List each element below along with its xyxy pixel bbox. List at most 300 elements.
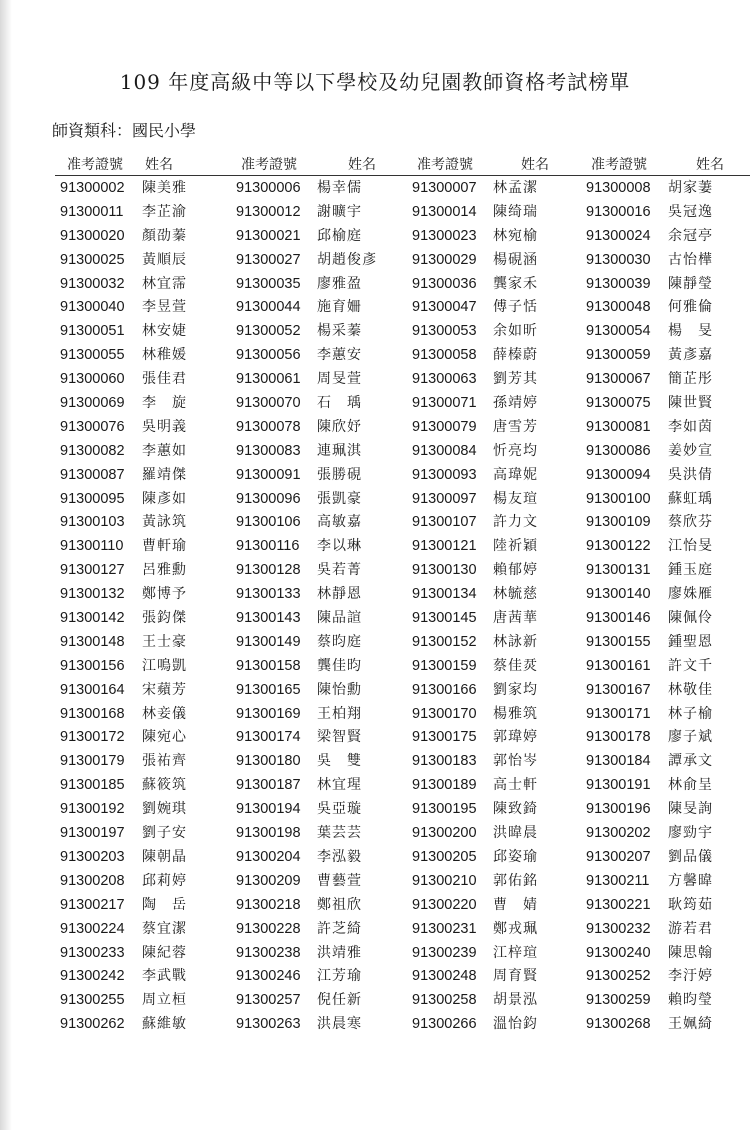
- exam-id: 91300220: [412, 896, 477, 913]
- exam-id: 91300029: [412, 251, 477, 268]
- exam-id: 91300014: [412, 203, 477, 220]
- candidate-name: 李 旋: [142, 395, 187, 412]
- candidate-name: 李以琳: [317, 538, 362, 555]
- candidate-name: 許力文: [493, 514, 538, 531]
- candidate-name: 李芷渝: [142, 203, 187, 220]
- exam-id: 91300079: [412, 418, 477, 435]
- exam-id: 91300048: [586, 299, 651, 316]
- table-row: [0, 608, 750, 632]
- candidate-name: 胡景泓: [493, 992, 538, 1009]
- candidate-name: 吳若菁: [317, 562, 362, 579]
- exam-id: 91300207: [586, 848, 651, 865]
- candidate-name: 陳紀蓉: [142, 944, 187, 961]
- candidate-name: 陶 岳: [142, 896, 187, 913]
- table-row: [0, 943, 750, 967]
- table-row: [0, 393, 750, 417]
- candidate-name: 薛榛蔚: [493, 347, 538, 364]
- exam-id: 91300036: [412, 275, 477, 292]
- exam-id: 91300016: [586, 203, 651, 220]
- candidate-name: 鍾玉庭: [668, 562, 713, 579]
- candidate-name: 洪暐晨: [493, 825, 538, 842]
- candidate-name: 李如茵: [668, 418, 713, 435]
- candidate-name: 呂雅勳: [142, 562, 187, 579]
- exam-id: 91300185: [60, 777, 125, 794]
- exam-id: 91300180: [236, 753, 301, 770]
- candidate-name: 曹藝萱: [317, 872, 362, 889]
- candidate-name: 吳明義: [142, 418, 187, 435]
- table-row: [0, 202, 750, 226]
- table-row: [0, 345, 750, 369]
- table-row: [0, 775, 750, 799]
- exam-id: 91300071: [412, 395, 477, 412]
- exam-id: 91300030: [586, 251, 651, 268]
- exam-id: 91300078: [236, 418, 301, 435]
- exam-id: 91300172: [60, 729, 125, 746]
- exam-id: 91300128: [236, 562, 301, 579]
- exam-id: 91300020: [60, 227, 125, 244]
- exam-id: 91300127: [60, 562, 125, 579]
- exam-id: 91300035: [236, 275, 301, 292]
- exam-id: 91300067: [586, 371, 651, 388]
- candidate-name: 簡芷彤: [668, 371, 713, 388]
- header-divider: [55, 175, 750, 176]
- candidate-name: 劉家均: [493, 681, 538, 698]
- exam-id: 91300145: [412, 610, 477, 627]
- candidate-name: 江梓瑄: [493, 944, 538, 961]
- exam-id: 91300133: [236, 586, 301, 603]
- candidate-name: 唐茜華: [493, 610, 538, 627]
- exam-id: 91300158: [236, 657, 301, 674]
- candidate-name: 黃彥嘉: [668, 347, 713, 364]
- exam-id: 91300006: [236, 180, 301, 196]
- candidate-name: 賴昀瑩: [668, 992, 713, 1009]
- exam-id: 91300238: [236, 944, 301, 961]
- exam-id: 91300255: [60, 992, 125, 1009]
- candidate-name: 陳旻詢: [668, 801, 713, 818]
- exam-id: 91300217: [60, 896, 125, 913]
- exam-id: 91300164: [60, 681, 125, 698]
- candidate-name: 陳怡勳: [317, 681, 362, 698]
- candidate-name: 李蕙如: [142, 442, 187, 459]
- candidate-name: 陳致錡: [493, 801, 538, 818]
- candidate-name: 江芳瑜: [317, 968, 362, 985]
- candidate-name: 周旻萱: [317, 371, 362, 388]
- candidate-name: 邱莉婷: [142, 872, 187, 889]
- exam-id: 91300130: [412, 562, 477, 579]
- exam-id: 91300097: [412, 490, 477, 507]
- exam-id: 91300122: [586, 538, 651, 555]
- candidate-name: 顏劭蓁: [142, 227, 187, 244]
- exam-id: 91300100: [586, 490, 651, 507]
- candidate-name: 羅靖傑: [142, 466, 187, 483]
- candidate-name: 施育姍: [317, 299, 362, 316]
- table-row: [0, 871, 750, 895]
- exam-id: 91300202: [586, 825, 651, 842]
- candidate-name: 張祐齊: [142, 753, 187, 770]
- candidate-name: 林宜瑆: [317, 777, 362, 794]
- exam-id: 91300169: [236, 705, 301, 722]
- candidate-name: 林稚媛: [142, 347, 187, 364]
- candidate-name: 鄭祖欣: [317, 896, 362, 913]
- candidate-name: 蘇筱筑: [142, 777, 187, 794]
- exam-id: 91300134: [412, 586, 477, 603]
- results-list: [0, 178, 750, 1038]
- candidate-name: 唐雪芳: [493, 418, 538, 435]
- candidate-name: 李蕙安: [317, 347, 362, 364]
- exam-id: 91300143: [236, 610, 301, 627]
- teacher-category-label: 師資類科：國民小學: [52, 121, 197, 140]
- candidate-name: 蔡宜潔: [142, 920, 187, 937]
- exam-id: 91300110: [60, 538, 124, 555]
- candidate-name: 曹軒瑜: [142, 538, 187, 555]
- exam-id: 91300167: [586, 681, 651, 698]
- header-exam-id: 准考證號: [241, 157, 297, 173]
- exam-id: 91300191: [586, 777, 651, 794]
- candidate-name: 林安婕: [142, 323, 187, 340]
- candidate-name: 楊雅筑: [493, 705, 538, 722]
- exam-id: 91300095: [60, 490, 125, 507]
- candidate-name: 洪晨寒: [317, 1016, 362, 1033]
- exam-id: 91300248: [412, 968, 477, 985]
- candidate-name: 耿筠茹: [668, 896, 713, 913]
- candidate-name: 周立桓: [142, 992, 187, 1009]
- exam-id: 91300221: [586, 896, 651, 913]
- table-row: [0, 847, 750, 871]
- exam-id: 91300170: [412, 705, 477, 722]
- exam-id: 91300178: [586, 729, 651, 746]
- exam-id: 91300109: [586, 514, 651, 531]
- exam-id: 91300142: [60, 610, 125, 627]
- candidate-name: 陳美雅: [142, 180, 187, 196]
- candidate-name: 周育賢: [493, 968, 538, 985]
- candidate-name: 吳亞璇: [317, 801, 362, 818]
- exam-id: 91300239: [412, 944, 477, 961]
- exam-id: 91300166: [412, 681, 477, 698]
- candidate-name: 林子榆: [668, 705, 713, 722]
- candidate-name: 王士豪: [142, 633, 187, 650]
- candidate-name: 吳冠逸: [668, 203, 713, 220]
- exam-id: 91300149: [236, 633, 301, 650]
- exam-id: 91300131: [586, 562, 651, 579]
- candidate-name: 梁智賢: [317, 729, 362, 746]
- exam-id: 91300059: [586, 347, 651, 364]
- exam-id: 91300093: [412, 466, 477, 483]
- candidate-name: 楊友瑄: [493, 490, 538, 507]
- exam-id: 91300063: [412, 371, 477, 388]
- exam-id: 91300116: [236, 538, 300, 555]
- candidate-name: 郭怡岑: [493, 753, 538, 770]
- exam-id: 91300023: [412, 227, 477, 244]
- exam-id: 91300058: [412, 347, 477, 364]
- table-row: [0, 990, 750, 1014]
- table-row: [0, 632, 750, 656]
- exam-id: 91300075: [586, 395, 651, 412]
- exam-id: 91300025: [60, 251, 125, 268]
- exam-id: 91300096: [236, 490, 301, 507]
- exam-id: 91300027: [236, 251, 301, 268]
- header-exam-id: 准考證號: [591, 157, 647, 173]
- exam-id: 91300155: [586, 633, 651, 650]
- exam-id: 91300087: [60, 466, 125, 483]
- table-row: [0, 680, 750, 704]
- table-row: [0, 536, 750, 560]
- table-row: [0, 489, 750, 513]
- candidate-name: 譚承文: [668, 753, 713, 770]
- exam-id: 91300211: [586, 872, 650, 889]
- exam-id: 91300196: [586, 801, 651, 818]
- candidate-name: 鍾聖恩: [668, 633, 713, 650]
- candidate-name: 蘇維敏: [142, 1016, 187, 1033]
- candidate-name: 高士軒: [493, 777, 538, 794]
- table-row: [0, 465, 750, 489]
- exam-id: 91300252: [586, 968, 651, 985]
- candidate-name: 蘇虹瑀: [668, 490, 713, 507]
- candidate-name: 陳绮瑞: [493, 203, 538, 220]
- exam-id: 91300094: [586, 466, 651, 483]
- candidate-name: 江怡旻: [668, 538, 713, 555]
- exam-id: 91300024: [586, 227, 651, 244]
- exam-id: 91300200: [412, 825, 477, 842]
- candidate-name: 林宛榆: [493, 227, 538, 244]
- candidate-name: 胡趙俊彥: [317, 251, 377, 268]
- exam-id: 91300161: [586, 657, 651, 674]
- exam-id: 91300140: [586, 586, 651, 603]
- exam-id: 91300233: [60, 944, 125, 961]
- candidate-name: 張佳君: [142, 371, 187, 388]
- exam-id: 91300175: [412, 729, 477, 746]
- table-row: [0, 417, 750, 441]
- candidate-name: 李武戰: [142, 968, 187, 985]
- exam-id: 91300210: [412, 872, 477, 889]
- candidate-name: 黃詠筑: [142, 514, 187, 531]
- exam-id: 91300242: [60, 968, 125, 985]
- candidate-name: 蔡昀庭: [317, 633, 362, 650]
- candidate-name: 蔡佳烎: [493, 657, 538, 674]
- candidate-name: 何雅倫: [668, 299, 713, 316]
- candidate-name: 許文千: [668, 657, 713, 674]
- table-row: [0, 704, 750, 728]
- exam-id: 91300107: [412, 514, 477, 531]
- candidate-name: 古怡樺: [668, 251, 713, 268]
- exam-id: 91300060: [60, 371, 125, 388]
- exam-id: 91300008: [586, 180, 651, 196]
- exam-id: 91300086: [586, 442, 651, 459]
- candidate-name: 江鳴凱: [142, 657, 187, 674]
- table-row: [0, 226, 750, 250]
- candidate-name: 邱姿瑜: [493, 848, 538, 865]
- candidate-name: 陸祈穎: [493, 538, 538, 555]
- table-row: [0, 823, 750, 847]
- exam-id: 91300082: [60, 442, 125, 459]
- candidate-name: 蔡欣芬: [668, 514, 713, 531]
- exam-id: 91300012: [236, 203, 301, 220]
- table-header: [55, 154, 750, 174]
- table-row: [0, 441, 750, 465]
- exam-id: 91300168: [60, 705, 125, 722]
- candidate-name: 高瑋妮: [493, 466, 538, 483]
- table-row: [0, 560, 750, 584]
- candidate-name: 林妾儀: [142, 705, 187, 722]
- exam-id: 91300189: [412, 777, 477, 794]
- candidate-name: 楊幸儒: [317, 180, 362, 196]
- table-row: [0, 178, 750, 202]
- candidate-name: 林宜霈: [142, 275, 187, 292]
- exam-id: 91300148: [60, 633, 125, 650]
- exam-id: 91300259: [586, 992, 651, 1009]
- candidate-name: 傅子恬: [493, 299, 538, 316]
- candidate-name: 劉品儀: [668, 848, 713, 865]
- exam-id: 91300146: [586, 610, 651, 627]
- candidate-name: 曹 婧: [493, 896, 538, 913]
- exam-id: 91300070: [236, 395, 301, 412]
- candidate-name: 吳 雙: [317, 753, 362, 770]
- exam-id: 91300165: [236, 681, 301, 698]
- candidate-name: 林孟潔: [493, 180, 538, 196]
- table-row: [0, 321, 750, 345]
- exam-id: 91300069: [60, 395, 125, 412]
- candidate-name: 游若君: [668, 920, 713, 937]
- exam-id: 91300055: [60, 347, 125, 364]
- table-row: [0, 369, 750, 393]
- candidate-name: 張勝硯: [317, 466, 362, 483]
- exam-id: 91300021: [236, 227, 301, 244]
- exam-id: 91300257: [236, 992, 301, 1009]
- exam-id: 91300084: [412, 442, 477, 459]
- exam-id: 91300091: [236, 466, 301, 483]
- exam-id: 91300268: [586, 1016, 651, 1033]
- exam-id: 91300195: [412, 801, 477, 818]
- candidate-name: 楊 旻: [668, 323, 713, 340]
- exam-id: 91300056: [236, 347, 301, 364]
- candidate-name: 廖勁宇: [668, 825, 713, 842]
- exam-id: 91300081: [586, 418, 651, 435]
- candidate-name: 陳思翰: [668, 944, 713, 961]
- exam-id: 91300224: [60, 920, 125, 937]
- candidate-name: 張凱豪: [317, 490, 362, 507]
- candidate-name: 鄭博予: [142, 586, 187, 603]
- candidate-name: 余如昕: [493, 323, 538, 340]
- exam-id: 91300007: [412, 180, 477, 196]
- candidate-name: 陳朝晶: [142, 848, 187, 865]
- candidate-name: 忻亮均: [493, 442, 538, 459]
- candidate-name: 姜妙宣: [668, 442, 713, 459]
- header-name: 姓名: [348, 157, 376, 173]
- exam-id: 91300240: [586, 944, 651, 961]
- exam-id: 91300187: [236, 777, 301, 794]
- candidate-name: 龔佳昀: [317, 657, 362, 674]
- exam-id: 91300054: [586, 323, 651, 340]
- exam-id: 91300051: [60, 323, 125, 340]
- exam-id: 91300156: [60, 657, 125, 674]
- exam-id: 91300179: [60, 753, 125, 770]
- table-row: [0, 966, 750, 990]
- candidate-name: 王姵綺: [668, 1016, 713, 1033]
- exam-id: 91300174: [236, 729, 301, 746]
- candidate-name: 劉婉琪: [142, 801, 187, 818]
- candidate-name: 陳宛心: [142, 729, 187, 746]
- exam-id: 91300258: [412, 992, 477, 1009]
- candidate-name: 李汙婷: [668, 968, 713, 985]
- exam-id: 91300205: [412, 848, 477, 865]
- exam-id: 91300209: [236, 872, 301, 889]
- exam-id: 91300039: [586, 275, 651, 292]
- candidate-name: 林毓慈: [493, 586, 538, 603]
- candidate-name: 李泓毅: [317, 848, 362, 865]
- candidate-name: 陳靜瑩: [668, 275, 713, 292]
- exam-id: 91300040: [60, 299, 125, 316]
- table-row: [0, 250, 750, 274]
- exam-id: 91300159: [412, 657, 477, 674]
- exam-id: 91300263: [236, 1016, 301, 1033]
- header-exam-id: 准考證號: [417, 157, 473, 173]
- candidate-name: 溫怡鈞: [493, 1016, 538, 1033]
- table-row: [0, 895, 750, 919]
- candidate-name: 楊硯涵: [493, 251, 538, 268]
- document-title: 109 年度高級中等以下學校及幼兒園教師資格考試榜單: [119, 70, 631, 94]
- header-name: 姓名: [696, 157, 724, 173]
- exam-id: 91300218: [236, 896, 301, 913]
- candidate-name: 李昱萱: [142, 299, 187, 316]
- exam-id: 91300011: [60, 203, 124, 220]
- candidate-name: 洪靖雅: [317, 944, 362, 961]
- exam-id: 91300208: [60, 872, 125, 889]
- candidate-name: 余冠亭: [668, 227, 713, 244]
- candidate-name: 廖子斌: [668, 729, 713, 746]
- candidate-name: 連珮淇: [317, 442, 362, 459]
- exam-id: 91300183: [412, 753, 477, 770]
- exam-id: 91300076: [60, 418, 125, 435]
- exam-id: 91300232: [586, 920, 651, 937]
- header-exam-id: 准考證號: [67, 157, 123, 173]
- candidate-name: 張鈞傑: [142, 610, 187, 627]
- candidate-name: 陳彥如: [142, 490, 187, 507]
- table-row: [0, 727, 750, 751]
- candidate-name: 謝曠宇: [317, 203, 362, 220]
- candidate-name: 黃順辰: [142, 251, 187, 268]
- exam-id: 91300032: [60, 275, 125, 292]
- table-row: [0, 751, 750, 775]
- exam-id: 91300262: [60, 1016, 125, 1033]
- candidate-name: 林敬佳: [668, 681, 713, 698]
- table-row: [0, 297, 750, 321]
- exam-id: 91300194: [236, 801, 301, 818]
- candidate-name: 陳世賢: [668, 395, 713, 412]
- table-row: [0, 799, 750, 823]
- exam-id: 91300184: [586, 753, 651, 770]
- exam-id: 91300044: [236, 299, 301, 316]
- candidate-name: 石 瑀: [317, 395, 362, 412]
- candidate-name: 鄭戎珮: [493, 920, 538, 937]
- candidate-name: 劉芳其: [493, 371, 538, 388]
- candidate-name: 吳洪倩: [668, 466, 713, 483]
- candidate-name: 陳品諠: [317, 610, 362, 627]
- exam-id: 91300121: [412, 538, 477, 555]
- candidate-name: 陳佩伶: [668, 610, 713, 627]
- table-row: [0, 656, 750, 680]
- candidate-name: 廖雅盈: [317, 275, 362, 292]
- exam-id: 91300052: [236, 323, 301, 340]
- candidate-name: 方馨暐: [668, 872, 713, 889]
- exam-id: 91300171: [586, 705, 651, 722]
- candidate-name: 郭瑋婷: [493, 729, 538, 746]
- exam-id: 91300192: [60, 801, 125, 818]
- exam-id: 91300132: [60, 586, 125, 603]
- exam-id: 91300203: [60, 848, 125, 865]
- exam-id: 91300083: [236, 442, 301, 459]
- table-row: [0, 512, 750, 536]
- exam-id: 91300204: [236, 848, 301, 865]
- candidate-name: 賴郁婷: [493, 562, 538, 579]
